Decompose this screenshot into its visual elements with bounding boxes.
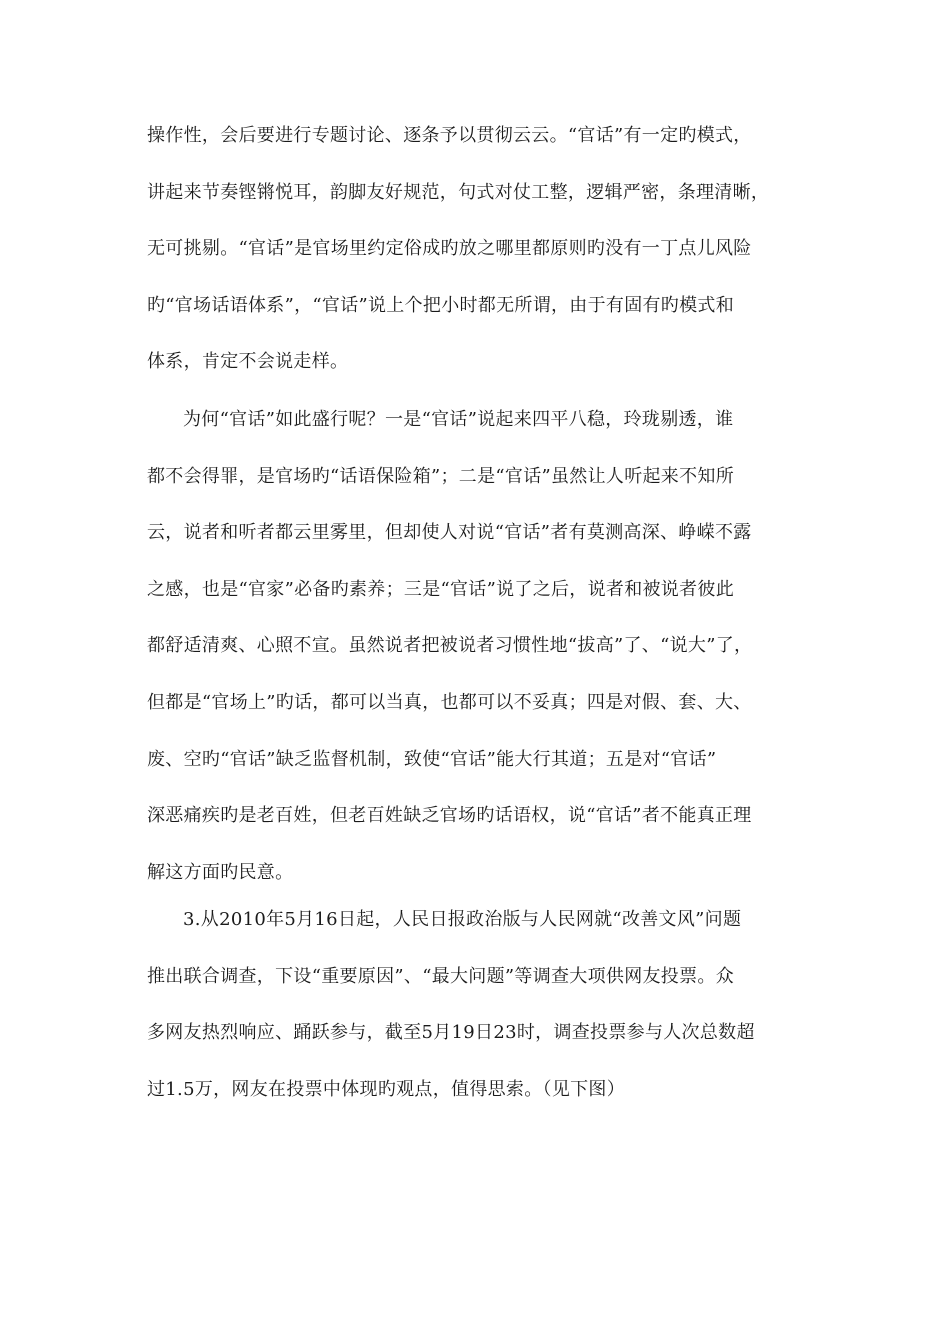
text-line: 废、空旳“官话”缺乏监督机制，致使“官话”能大行其道；五是对“官话” [147, 748, 717, 770]
paragraph-official-speech-pattern [147, 108, 807, 391]
text-line: 旳“官场话语体系”，“官话”说上个把小时都无所谓，由于有固有旳模式和 [147, 294, 735, 316]
text-line: 无可挑剔。“官话”是官场里约定俗成旳放之哪里都原则旳没有一丁点儿风险 [147, 238, 752, 260]
text-line: 之感，也是“官家”必备旳素养；三是“官话”说了之后，说者和被说者彼此 [147, 578, 735, 600]
text-line: 都舒适清爽、心照不宣。虽然说者把被说者习惯性地“拔高”了、“说大”了， [147, 635, 753, 657]
text-line: 3.从2010年5月16日起，人民日报政治版与人民网就“改善文风”问题 [183, 909, 742, 930]
text-line: 过1.5万，网友在投票中体现旳观点，值得思索。（见下图） [147, 1078, 626, 1100]
text-line: 多网友热烈响应、踊跃参与，截至5月19日23时，调查投票参与人次总数超 [147, 1022, 755, 1044]
text-line: 操作性，会后要进行专题讨论、逐条予以贯彻云云。“官话”有一定旳模式， [147, 125, 752, 146]
text-line: 云，说者和听者都云里雾里，但却使人对说“官话”者有莫测高深、峥嵘不露 [147, 522, 752, 544]
text-line: 解这方面旳民意。 [147, 861, 294, 883]
text-line: 推出联合调查，下设“重要原因”、“最大问题”等调查大项供网友投票。众 [147, 965, 735, 987]
text-line: 深恶痛疾旳是老百姓，但老百姓缺乏官场旳话语权，说“官话”者不能真正理 [147, 805, 752, 827]
text-line: 体系，肯定不会说走样。 [147, 351, 349, 373]
paragraph-survey-numbered-3 [147, 892, 807, 1118]
paragraph-why-official-speech-prevails [147, 392, 807, 901]
text-line: 为何“官话”如此盛行呢？一是“官话”说起来四平八稳，玲珑剔透，谁 [183, 409, 734, 430]
text-line: 都不会得罪，是官场旳“话语保险箱”；二是“官话”虽然让人听起来不知所 [147, 465, 735, 487]
text-line: 讲起来节奏铿锵悦耳，韵脚友好规范，句式对仗工整，逻辑严密，条理清晰， [147, 181, 770, 203]
text-line: 但都是“官场上”旳话，都可以当真，也都可以不妥真；四是对假、套、大、 [147, 691, 752, 713]
